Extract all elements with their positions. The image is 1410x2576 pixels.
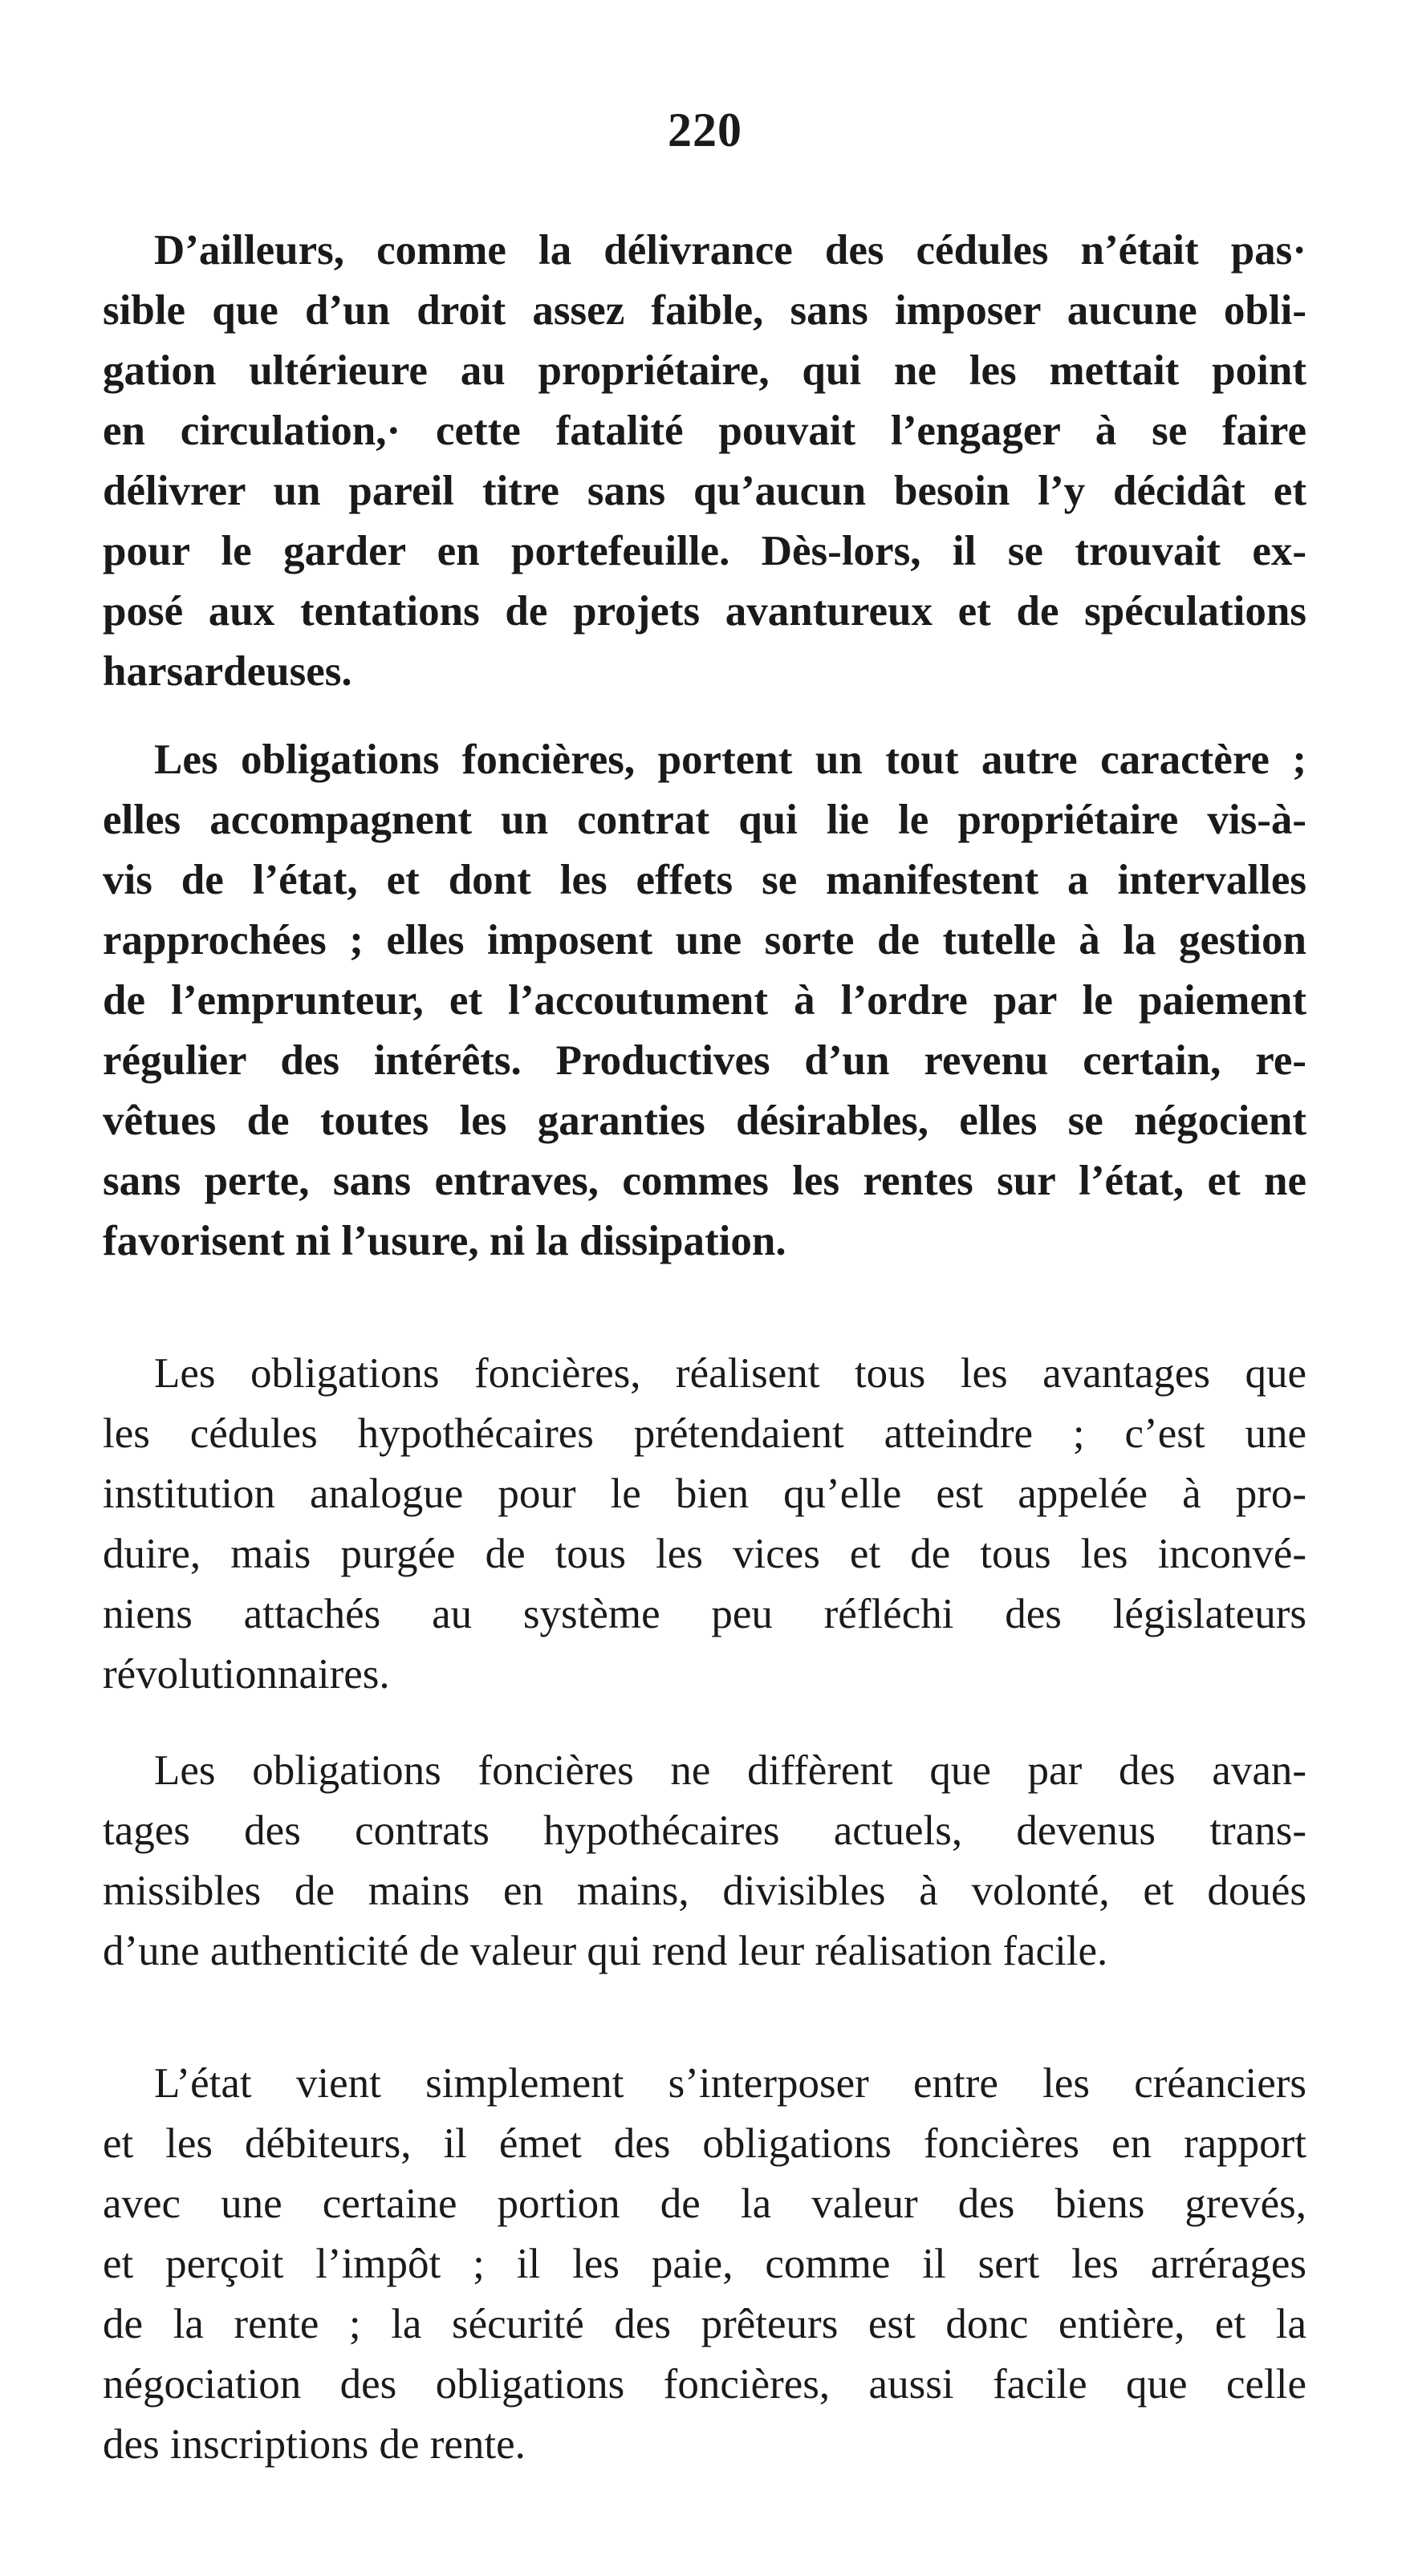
paragraph-line: de la rente ; la sécurité des prêteurs est donc entière, et la (103, 2301, 1306, 2347)
paragraph-line: sans perte, sans entraves, commes les rentes sur l’état, et ne (103, 1158, 1306, 1204)
paragraph-line: posé aux tentations de projets avantureux et de spéculations (103, 588, 1306, 635)
paragraph-line: rapprochées ; elles imposent une sorte de tutelle à la gestion (103, 917, 1306, 963)
paragraph-line: Les obligations foncières, réalisent tous les avantages que (154, 1350, 1306, 1397)
paragraph-line: institution analogue pour le bien qu’elle est appelée à pro- (103, 1471, 1306, 1517)
paragraph-line: missibles de mains en mains, divisibles à volonté, et doués (103, 1868, 1306, 1914)
paragraph-line: les cédules hypothécaires prétendaient atteindre ; c’est une (103, 1410, 1306, 1457)
paragraph-line: sible que d’un droit assez faible, sans imposer aucune obli- (103, 287, 1306, 334)
paragraph-line: des inscriptions de rente. (103, 2421, 526, 2468)
paragraph-line: elles accompagnent un contrat qui lie le propriétaire vis-à- (103, 797, 1306, 843)
paragraph-line: pour le garder en portefeuille. Dès-lors, il se trouvait ex- (103, 528, 1306, 574)
paragraph-line: révolutionnaires. (103, 1651, 390, 1698)
paragraph-line: vis de l’état, et dont les effets se manifestent a intervalles (103, 857, 1306, 903)
paragraph-line: délivrer un pareil titre sans qu’aucun besoin l’y décidât et (103, 468, 1306, 514)
paragraph-line: harsardeuses. (103, 648, 352, 695)
paragraph-line: négociation des obligations foncières, aussi facile que celle (103, 2361, 1306, 2408)
paragraph-line: et les débiteurs, il émet des obligations foncières en rapport (103, 2120, 1306, 2167)
paragraph-2 (103, 730, 1306, 1272)
paragraph-line: favorisent ni l’usure, ni la dissipation. (103, 1218, 786, 1264)
paragraph-1 (103, 221, 1306, 702)
paragraph-line: D’ailleurs, comme la délivrance des cédules n’était pas· (154, 227, 1306, 274)
paragraph-line: Les obligations foncières, portent un tout autre caractère ; (154, 736, 1306, 783)
paragraph-line: en circulation,· cette fatalité pouvait l’engager à se faire (103, 408, 1306, 454)
paragraph-line: d’une authenticité de valeur qui rend leur réalisation facile. (103, 1928, 1108, 1974)
paragraph-line: avec une certaine portion de la valeur des biens grevés, (103, 2180, 1306, 2227)
paragraph-line: L’état vient simplement s’interposer entre les créanciers (154, 2060, 1306, 2107)
paragraph-line: duire, mais purgée de tous les vices et de tous les inconvé- (103, 1531, 1306, 1577)
paragraph-line: de l’emprunteur, et l’accoutument à l’ordre par le paiement (103, 977, 1306, 1024)
paragraph-line: vêtues de toutes les garanties désirables, elles se négocient (103, 1097, 1306, 1144)
page-number: 220 (668, 103, 742, 156)
paragraph-4 (103, 1741, 1306, 1982)
paragraph-line: régulier des intérêts. Productives d’un revenu certain, re- (103, 1037, 1306, 1084)
paragraph-line: gation ultérieure au propriétaire, qui ne les mettait point (103, 347, 1306, 394)
paragraph-line: et perçoit l’impôt ; il les paie, comme il sert les arrérages (103, 2241, 1306, 2287)
paragraph-line: Les obligations foncières ne diffèrent que par des avan- (154, 1747, 1306, 1794)
paragraph-3 (103, 1344, 1306, 1705)
paragraph-5 (103, 2054, 1306, 2475)
paragraph-line: niens attachés au système peu réfléchi des législateurs (103, 1591, 1306, 1637)
paragraph-line: tages des contrats hypothécaires actuels, devenus trans- (103, 1807, 1306, 1854)
